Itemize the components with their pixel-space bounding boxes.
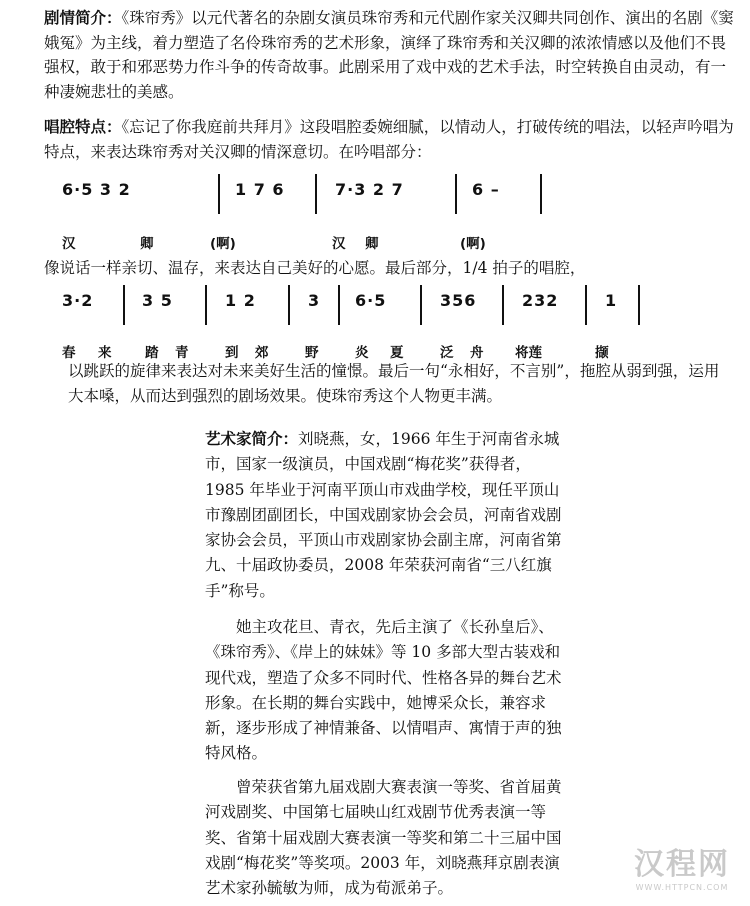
lyric: (啊) xyxy=(460,236,486,252)
bar-line xyxy=(638,285,640,325)
lyric: 泛 xyxy=(440,345,454,361)
lyric: 郊 xyxy=(255,345,269,361)
lyric: 春 xyxy=(62,345,76,361)
lyric: 将莲 xyxy=(515,345,542,361)
closing-paragraph xyxy=(68,359,728,408)
bar-line xyxy=(338,285,340,325)
score-1-lyrics xyxy=(60,232,680,256)
bar-line xyxy=(218,174,220,214)
bar-line xyxy=(123,285,125,325)
lyric: (啊) xyxy=(210,236,236,252)
singing-label: 唱腔特点： xyxy=(44,118,122,136)
score-1-measures xyxy=(60,172,680,218)
bar-line xyxy=(540,174,542,214)
watermark xyxy=(634,839,730,892)
singing-paragraph xyxy=(44,115,734,164)
bar-line xyxy=(420,285,422,325)
middle-paragraph xyxy=(44,256,734,281)
lyric: 舟 xyxy=(470,345,484,361)
bar-line xyxy=(585,285,587,325)
lyric: 汉 xyxy=(62,236,76,252)
lyric: 来 xyxy=(98,345,112,361)
score-1 xyxy=(60,172,680,256)
watermark-logo: 汉程网 xyxy=(634,847,730,882)
bio-text-3: 曾荣获省第九届戏剧大赛表演一等奖、省首届黄河戏剧奖、中国第七届映山红戏剧节优秀表演一等奖、省第十届戏剧大赛表演一等奖和第二十三届中国戏剧“梅花奖”等奖项。2003 年，刘晓燕拜京剧表演艺术家孙毓敏为师，成为荀派弟子。 xyxy=(205,778,562,898)
lyric: 踏 xyxy=(145,345,159,361)
score-1-measure: 1 7 6 xyxy=(235,180,285,199)
lyric: 撷 xyxy=(595,345,609,361)
bar-line xyxy=(205,285,207,325)
score-2-measure: 232 xyxy=(522,291,559,310)
bar-line xyxy=(315,174,317,214)
bar-line xyxy=(288,285,290,325)
bio-paragraph-3 xyxy=(205,775,565,901)
lyric: 夏 xyxy=(390,345,404,361)
score-2-measures xyxy=(60,283,680,329)
bio-paragraph-1 xyxy=(205,427,565,604)
score-2-measure: 3·2 xyxy=(62,291,94,310)
bar-line xyxy=(455,174,457,214)
bio-text-1: 刘晓燕，女，1966 年生于河南省永城市，国家一级演员，中国戏剧“梅花奖”获得者，1985 年毕业于河南平顶山市戏曲学校，现任平顶山市豫剧团副团长，中国戏剧家协会会员，河南省戏剧家协会会员，平顶山市戏剧家协会副主席，河南省第九、十届政协委员，2008 年荣获河南省“三八红旗手”称号。 xyxy=(205,430,562,600)
bio-label: 艺术家简介： xyxy=(205,430,299,448)
lyric: 野 xyxy=(305,345,319,361)
score-2-measure: 3 xyxy=(308,291,321,310)
lyric: 青 xyxy=(175,345,189,361)
singing-text: 《忘记了你我庭前共拜月》这段唱腔委婉细腻，以情动人，打破传统的唱法，以轻声吟唱为特点，来表达珠帘秀对关汉卿的情深意切。在吟唱部分： xyxy=(44,118,734,161)
score-2-measure: 6·5 xyxy=(355,291,387,310)
score-2-measure: 3 5 xyxy=(142,291,173,310)
lyric: 卿 xyxy=(365,236,379,252)
plot-text: 《珠帘秀》以元代著名的杂剧女演员珠帘秀和元代剧作家关汉卿共同创作、演出的名剧《窦娥冤》为主线，着力塑造了名伶珠帘秀的艺术形象，演绎了珠帘秀和关汉卿的浓浓情感以及他们不畏强权，敢于和邪恶势力作斗争的传奇故事。此剧采用了戏中戏的艺术手法，时空转换自由灵动，有一种凄婉悲壮的美感。 xyxy=(44,9,734,101)
plot-paragraph xyxy=(44,6,734,104)
score-1-measure: 6·5 3 2 xyxy=(62,180,131,199)
score-2 xyxy=(60,283,680,365)
bar-line xyxy=(502,285,504,325)
bio-text-2: 她主攻花旦、青衣，先后主演了《长孙皇后》、《珠帘秀》、《岸上的妹妹》等 10 多部大型古装戏和现代戏，塑造了众多不同时代、性格各异的舞台艺术形象。在长期的舞台实践中，她博采众长，兼容求新，逐步形成了神情兼备、以情唱声、寓情于声的独特风格。 xyxy=(205,618,562,763)
plot-label: 剧情简介： xyxy=(44,9,122,27)
score-1-measure: 7·3 2 7 xyxy=(335,180,404,199)
score-1-measure: 6 – xyxy=(472,180,500,199)
lyric: 卿 xyxy=(140,236,154,252)
score-2-measure: 1 2 xyxy=(225,291,256,310)
score-2-measure: 1 xyxy=(605,291,618,310)
closing-text: 以跳跃的旋律来表达对未来美好生活的憧憬。最后一句“永相好，不言别”，拖腔从弱到强，运用大本嗓，从而达到强烈的剧场效果。使珠帘秀这个人物更丰满。 xyxy=(68,362,720,405)
bio-paragraph-2 xyxy=(205,615,565,767)
score-2-measure: 356 xyxy=(440,291,477,310)
lyric: 炎 xyxy=(355,345,369,361)
lyric: 汉 xyxy=(332,236,346,252)
lyric: 到 xyxy=(225,345,239,361)
middle-text: 像说话一样亲切、温存，来表达自己美好的心愿。最后部分，1/4 拍子的唱腔， xyxy=(44,259,586,277)
watermark-url: WWW.HTTPCN.COM xyxy=(635,883,729,892)
